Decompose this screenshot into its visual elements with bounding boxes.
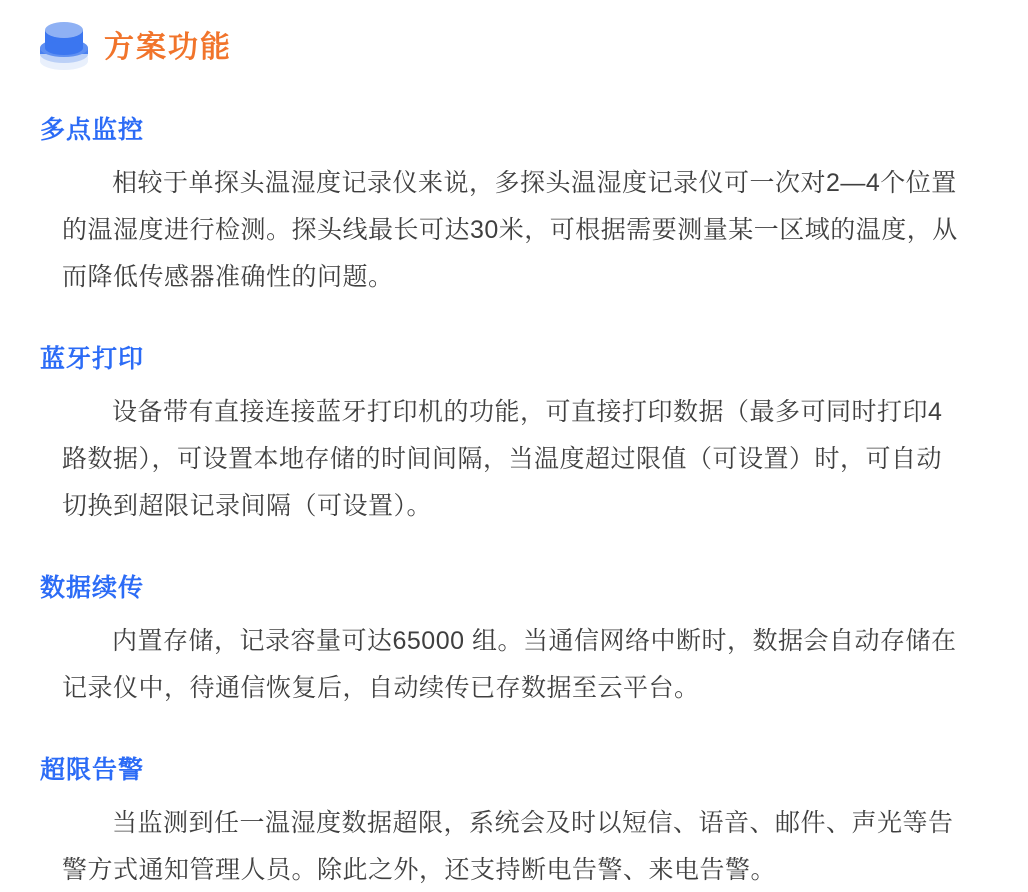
section-heading: 多点监控 [40,116,145,144]
section-body: 当监测到任一温湿度数据超限，系统会及时以短信、语音、邮件、声光等告警方式通知管理人员。除此之外，还支持断电告警、来电告警。 [62,809,954,884]
section-heading: 数据续传 [40,574,145,602]
section-multi-point-monitoring [0,110,1028,301]
page-header [0,0,1028,72]
section-over-limit-alarm [0,750,1028,892]
database-icon [38,17,90,71]
section-heading: 超限告警 [40,756,145,784]
section-body: 设备带有直接连接蓝牙打印机的功能，可直接打印数据（最多可同时打印4路数据），可设置本地存储的时间间隔，当温度超过限值（可设置）时，可自动切换到超限记录间隔（可设置）。 [62,398,943,520]
page-title: 方案功能 [104,31,232,64]
section-bluetooth-printing [0,339,1028,530]
section-body: 相较于单探头温湿度记录仪来说，多探头温湿度记录仪可一次对2—4个位置的温湿度进行检测。探头线最长可达30米，可根据需要测量某一区域的温度，从而降低传感器准确性的问题。 [62,169,958,291]
section-heading: 蓝牙打印 [40,345,145,373]
section-body: 内置存储，记录容量可达65000 组。当通信网络中断时，数据会自动存储在记录仪中，待通信恢复后，自动续传已存数据至云平台。 [62,627,957,702]
section-data-resume [0,568,1028,712]
